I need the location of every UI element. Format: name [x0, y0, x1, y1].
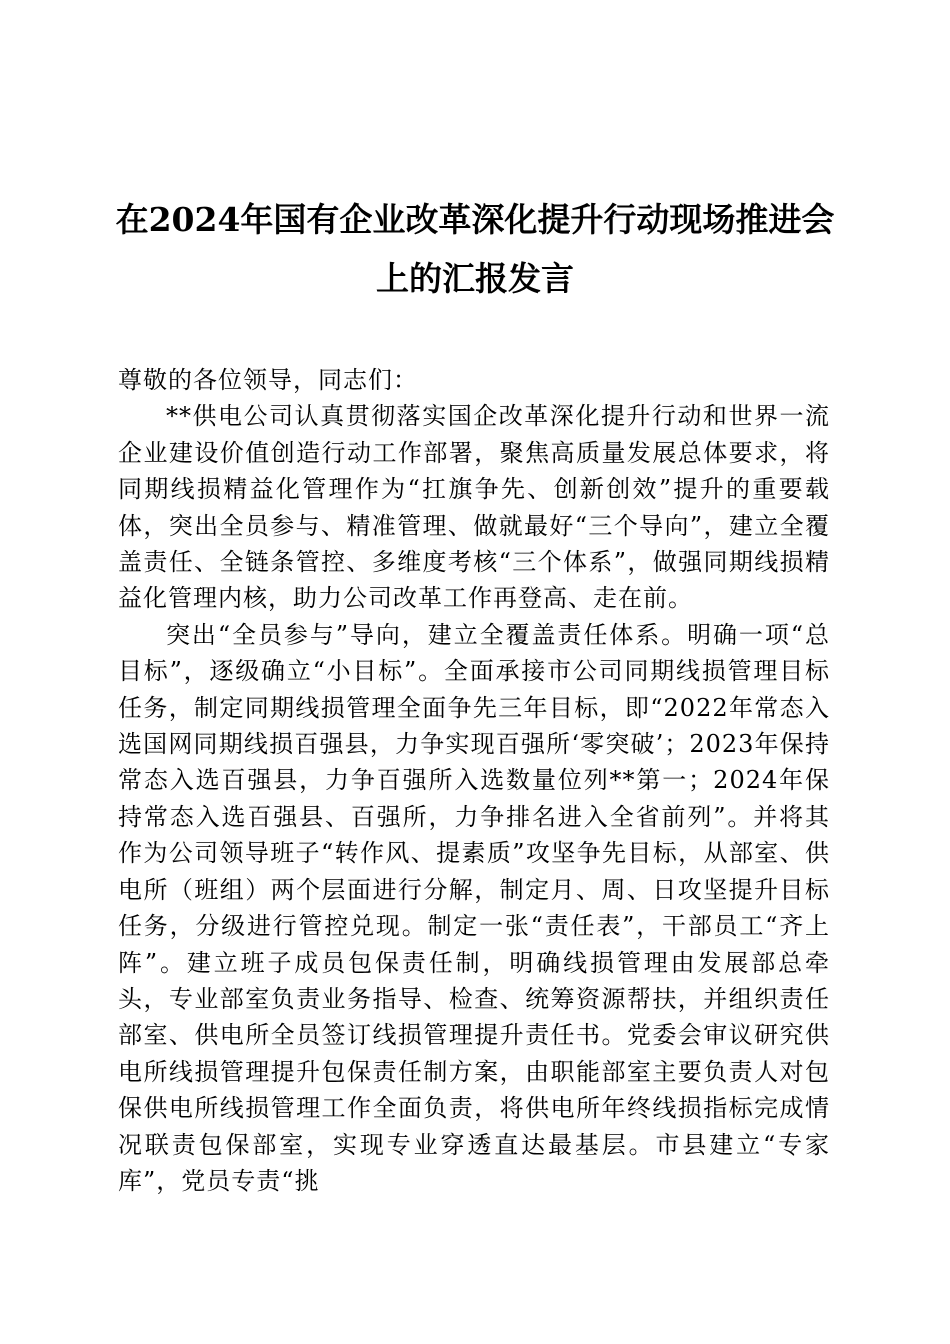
document-title: 在2024年国有企业改革深化提升行动现场推进会上的汇报发言: [115, 200, 835, 298]
paragraph-intro: **供电公司认真贯彻落实国企改革深化提升行动和世界一流企业建设价值创造行动工作部署，聚焦高质量发展总体要求，将同期线损精益化管理作为“扛旗争先、创新创效”提升的重要载体，突出全员参与、精准管理、做就最好“三个导向”，建立全覆盖责任、全链条管控、多维度考核“三个体系”，做强同期线损精益化管理内核，助力公司改革工作再登高、走在前。: [118, 402, 830, 613]
salutation: 尊敬的各位领导，同志们：: [118, 366, 418, 394]
paragraph-full-participation: 突出“全员参与”导向，建立全覆盖责任体系。明确一项“总目标”，逐级确立“小目标”。全面承接市公司同期线损管理目标任务，制定同期线损管理全面争先三年目标，即“2022年常态入选国网同期线损百强县，力争实现百强所‘零突破’；2023年保持常态入选百强县，力争百强所入选数量位列**第一；2024年保持常态入选百强县、百强所，力争排名进入全省前列”。并将其作为公司领导班子“转作风、提素质”攻坚争先目标，从部室、供电所（班组）两个层面进行分解，制定月、周、日攻坚提升目标任务，分级进行管控兑现。制定一张“责任表”，干部员工“齐上阵”。建立班子成员包保责任制，明确线损管理由发展部总牵头，专业部室负责业务指导、检查、统筹资源帮扶，并组织责任部室、供电所全员签订线损管理提升责任书。党委会审议研究供电所线损管理提升包保责任制方案，由职能部室主要负责人对包保供电所线损管理工作全面负责，将供电所年终线损指标完成情况联责包保部室，实现专业穿透直达最基层。市县建立“专家库”，党员专责“挑: [118, 620, 830, 1195]
document-body: [118, 362, 830, 1199]
